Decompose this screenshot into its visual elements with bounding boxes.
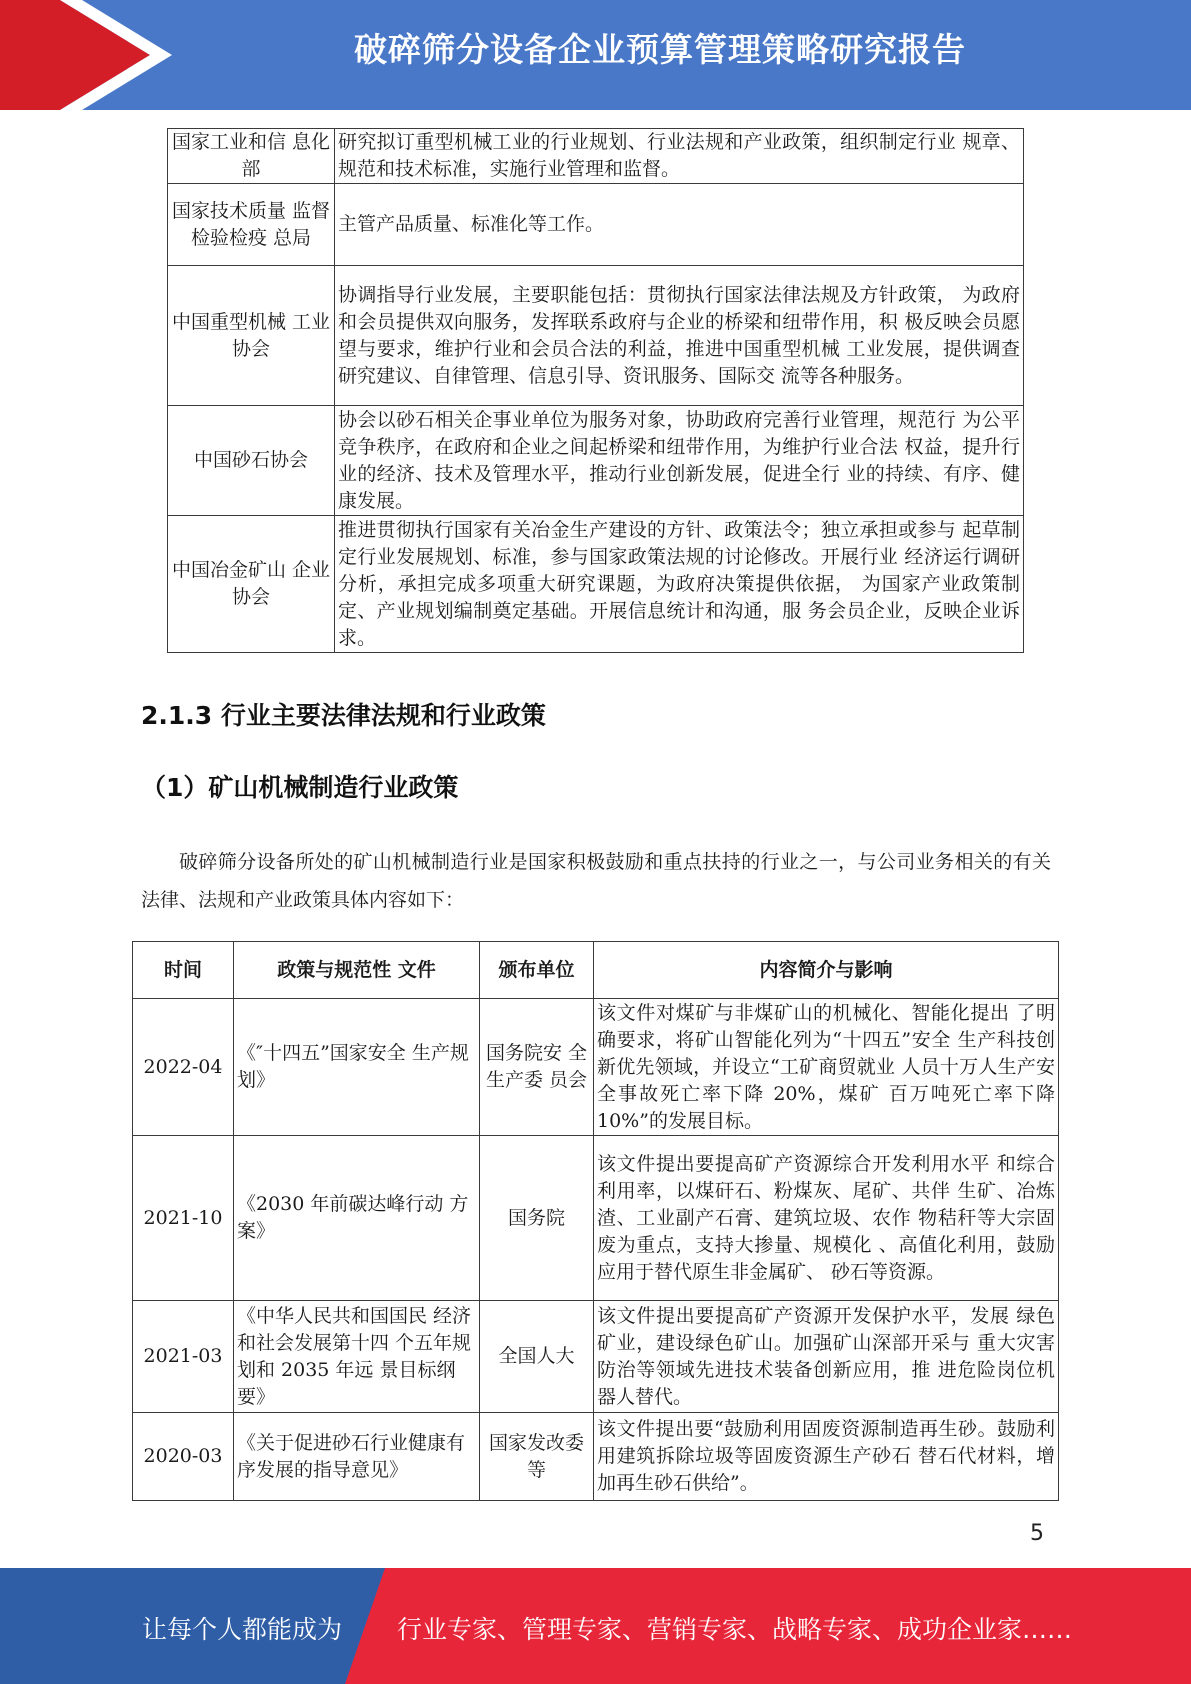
table-header-row [133, 942, 1059, 999]
table-row [168, 184, 1024, 266]
policy-intro: 该文件对煤矿与非煤矿山的机械化、智能化提出 了明确要求，将矿山智能化列为“十四五”安全 生产科技创新优先领域，并设立“工矿商贸就业 人员十万人生产安全事故死亡率下降 20%，煤矿 百万吨死亡率下降 10%”的发展目标。 [594, 999, 1059, 1136]
header-time: 时间 [133, 942, 234, 999]
org-duty: 推进贯彻执行国家有关冶金生产建设的方针、政策法令；独立承担或参与 起草制定行业发展规划、标准，参与国家政策法规的讨论修改。开展行业 经济运行调研分析，承担完成多项重大研究课题，为政府决策提供依据， 为国家产业政策制定、产业规划编制奠定基础。开展信息统计和沟通，服 务会员企业，反映企业诉求。 [335, 516, 1024, 653]
table-row [168, 406, 1024, 516]
policy-time: 2021-03 [133, 1301, 234, 1413]
org-duty: 协调指导行业发展，主要职能包括：贯彻执行国家法律法规及方针政策， 为政府和会员提供双向服务，发挥联系政府与企业的桥梁和纽带作用，积 极反映会员愿望与要求，维护行业和会员合法的利益，推进中国重型机械 工业发展，提供调查研究建议、自律管理、信息引导、资讯服务、国际交 流等各种服务。 [335, 266, 1024, 406]
intro-paragraph: 破碎筛分设备所处的矿山机械制造行业是国家积极鼓励和重点扶持的行业之一，与公司业务相关的有关法律、法规和产业政策具体内容如下： [141, 851, 1051, 911]
footer-slogan-left: 让每个人都能成为 [142, 1615, 343, 1644]
industry-org-table [167, 128, 1024, 653]
footer-slogan-right: 行业专家、管理专家、营销专家、战略专家、成功企业家…… [397, 1615, 1073, 1644]
table-row [133, 1413, 1059, 1501]
policy-doc: 《关于促进砂石行业健康有序发展的指导意见》 [234, 1413, 480, 1501]
policy-issuer: 全国人大 [480, 1301, 594, 1413]
org-duty: 主管产品质量、标准化等工作。 [335, 184, 1024, 266]
policy-doc: 《″十四五”国家安全 生产规划》 [234, 999, 480, 1136]
table-row [133, 999, 1059, 1136]
section-heading: 2.1.3 行业主要法律法规和行业政策 [141, 701, 546, 730]
policy-doc: 《2030 年前碳达峰行动 方案》 [234, 1136, 480, 1301]
org-name: 中国重型机械 工业协会 [168, 266, 335, 406]
table-row [133, 1301, 1059, 1413]
table-row [168, 266, 1024, 406]
section-subheading: （1）矿山机械制造行业政策 [141, 773, 459, 802]
policy-intro: 该文件提出要“鼓励利用固废资源制造再生砂。鼓励利用建筑拆除垃圾等固废资源生产砂石 替石代材料，增加再生砂石供给”。 [594, 1413, 1059, 1501]
page-number: 5 [1030, 1521, 1044, 1546]
policy-time: 2021-10 [133, 1136, 234, 1301]
org-duty: 研究拟订重型机械工业的行业规划、行业法规和产业政策，组织制定行业 规章、规范和技术标准，实施行业管理和监督。 [335, 129, 1024, 184]
header-issuer: 颁布单位 [480, 942, 594, 999]
org-name: 国家工业和信 息化部 [168, 129, 335, 184]
table-row [168, 129, 1024, 184]
page-header [0, 0, 1191, 110]
org-name: 国家技术质量 监督检验检疫 总局 [168, 184, 335, 266]
policy-issuer: 国家发改委等 [480, 1413, 594, 1501]
policy-intro: 该文件提出要提高矿产资源综合开发利用水平 和综合利用率，以煤矸石、粉煤灰、尾矿、共伴 生矿、冶炼渣、工业副产石膏、建筑垃圾、农作 物秸秆等大宗固废为重点，支持大掺量、规模化 、高值化利用，鼓励应用于替代原生非金属矿、 砂石等资源。 [594, 1136, 1059, 1301]
policy-time: 2022-04 [133, 999, 234, 1136]
org-name: 中国冶金矿山 企业协会 [168, 516, 335, 653]
policy-issuer: 国务院 [480, 1136, 594, 1301]
page-footer [0, 1568, 1191, 1684]
table-row [133, 1136, 1059, 1301]
header-intro: 内容简介与影响 [594, 942, 1059, 999]
report-title: 破碎筛分设备企业预算管理策略研究报告 [354, 30, 966, 69]
org-name: 中国砂石协会 [168, 406, 335, 516]
policy-table [132, 941, 1059, 1501]
header-doc: 政策与规范性 文件 [234, 942, 480, 999]
org-duty: 协会以砂石相关企事业单位为服务对象，协助政府完善行业管理，规范行 为公平竞争秩序，在政府和企业之间起桥梁和纽带作用，为维护行业合法 权益，提升行业的经济、技术及管理水平，推动行业创新发展，促进全行 业的持续、有序、健康发展。 [335, 406, 1024, 516]
policy-issuer: 国务院安 全生产委 员会 [480, 999, 594, 1136]
policy-time: 2020-03 [133, 1413, 234, 1501]
table-row [168, 516, 1024, 653]
policy-doc: 《中华人民共和国国民 经济和社会发展第十四 个五年规划和 2035 年远 景目标纲要》 [234, 1301, 480, 1413]
policy-intro: 该文件提出要提高矿产资源开发保护水平，发展 绿色矿业，建设绿色矿山。加强矿山深部开采与 重大灾害防治等领域先进技术装备创新应用，推 进危险岗位机器人替代。 [594, 1301, 1059, 1413]
